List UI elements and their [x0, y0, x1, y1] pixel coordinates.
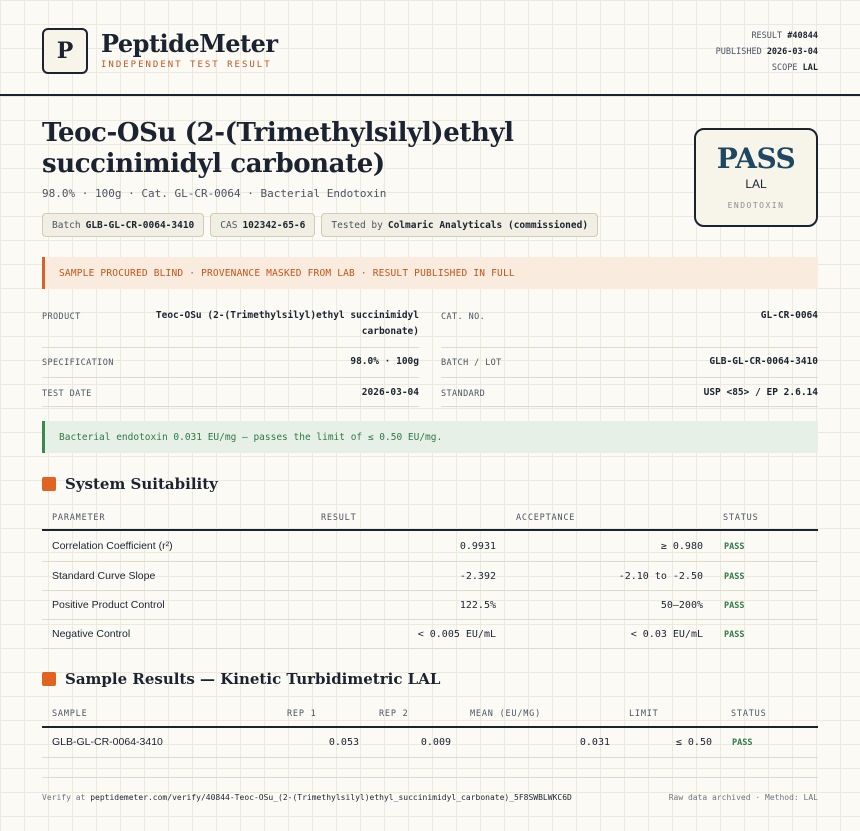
parameter-cell: Positive Product Control [52, 599, 165, 611]
acceptance-cell: ≥ 0.980 [660, 541, 703, 552]
published-date: 2026-03-04 [766, 47, 818, 57]
column-header: RESULT [321, 513, 357, 523]
verify-link[interactable]: peptidemeter.com/verify/40844-Teoc-OSu_(2-(Trimethylsilyl)ethyl_succinimidyl_carbonate)_5F8SWBLWKC6D [90, 793, 572, 802]
test-date-value: 2026-03-04 [361, 387, 419, 398]
scope-label: SCOPE [771, 63, 798, 73]
standard-value: USP <85> / EP 2.6.14 [703, 387, 818, 398]
section-title: Sample Results — Kinetic Turbidimetric LAL [65, 670, 441, 688]
result-cell: < 0.005 EU/mL [417, 629, 496, 640]
column-header: ACCEPTANCE [516, 513, 576, 523]
spec-label: SPECIFICATION [42, 358, 114, 368]
spec-value: 98.0% · 100g [350, 356, 419, 367]
batch-label: BATCH / LOT [441, 358, 502, 368]
result-id: #40844 [787, 31, 818, 41]
conclusion-banner: Bacterial endotoxin 0.031 EU/mg — passes the limit of ≤ 0.50 EU/mg. [42, 421, 818, 453]
row-divider [42, 648, 818, 649]
column-header: PARAMETER [52, 513, 106, 523]
column-header: STATUS [731, 709, 767, 719]
cas-chip [210, 213, 315, 237]
column-header: LIMIT [629, 709, 659, 719]
rep2-cell: 0.009 [420, 737, 451, 748]
section-marker-icon [42, 477, 56, 491]
product-value: Teoc-OSu (2-(Trimethylsilyl)ethyl succinimidyl carbonate) [155, 310, 419, 337]
test-date-label: TEST DATE [42, 389, 92, 399]
column-header: SAMPLE [52, 709, 88, 719]
acceptance-cell: 50–200% [660, 600, 703, 611]
status-badge: PASS [724, 630, 745, 640]
verdict-scope: ENDOTOXIN [727, 201, 785, 210]
column-header: MEAN (EU/MG) [470, 709, 542, 719]
status-badge: PASS [724, 542, 745, 552]
chip-value: Colmaric Analyticals (commissioned) [387, 219, 589, 231]
blind-notice: SAMPLE PROCURED BLIND · PROVENANCE MASKED FROM LAB · RESULT PUBLISHED IN FULL [42, 257, 818, 289]
chip-value: 102342-65-6 [242, 219, 306, 231]
divider [42, 406, 419, 407]
sample-results-heading [42, 670, 440, 688]
acceptance-cell: < 0.03 EU/mL [630, 629, 703, 640]
mean-cell: 0.031 [579, 737, 610, 748]
suitability-heading [42, 475, 218, 493]
logo-mark [42, 28, 88, 74]
table-header-rule [42, 529, 818, 531]
standard-label: STANDARD [441, 389, 486, 399]
result-id-label: RESULT [751, 31, 783, 41]
chip-label: Batch [52, 219, 81, 231]
row-divider [42, 757, 818, 758]
chip-value: GLB-GL-CR-0064-3410 [85, 219, 195, 231]
product-chips [42, 213, 598, 237]
parameter-cell: Standard Curve Slope [52, 570, 156, 582]
brand-name: PeptideMeter [101, 29, 278, 58]
chip-label: CAS [220, 219, 238, 231]
rep1-cell: 0.053 [328, 737, 359, 748]
logo-letter: P [56, 38, 74, 64]
status-badge: PASS [724, 572, 745, 582]
parameter-cell: Negative Control [52, 628, 131, 640]
cat-label: CAT. NO. [441, 312, 486, 322]
published-label: PUBLISHED [715, 47, 762, 57]
scope-row [716, 60, 818, 76]
result-cell: -2.392 [459, 571, 496, 582]
chip-label: Tested by [331, 219, 383, 231]
row-divider [42, 561, 818, 562]
divider [441, 406, 818, 407]
table-header-rule [42, 726, 818, 728]
batch-chip [42, 213, 204, 237]
row-divider [42, 590, 818, 591]
result-id-row [716, 28, 818, 44]
column-header: STATUS [723, 513, 759, 523]
result-cell: 122.5% [459, 600, 496, 611]
verdict-result: PASS [716, 142, 796, 175]
product-title: Teoc-OSu (2-(Trimethylsilyl)ethyl succinimidyl carbonate) [42, 118, 514, 179]
divider [42, 347, 419, 348]
acceptance-cell: -2.10 to -2.50 [618, 571, 703, 582]
limit-cell: ≤ 0.50 [675, 737, 712, 748]
batch-value: GLB-GL-CR-0064-3410 [709, 356, 818, 367]
product-label: PRODUCT [42, 312, 81, 322]
product-subtitle: 98.0% · 100g · Cat. GL-CR-0064 · Bacterial Endotoxin [42, 187, 387, 200]
verify-prefix: Verify at [42, 793, 86, 802]
verdict-method: LAL [745, 177, 767, 191]
sample-cell: GLB-GL-CR-0064-3410 [52, 736, 163, 748]
report-meta [716, 28, 818, 76]
divider [42, 377, 419, 378]
parameter-cell: Correlation Coefficient (r²) [52, 540, 173, 552]
divider [441, 347, 818, 348]
divider [441, 377, 818, 378]
status-badge: PASS [732, 738, 753, 748]
section-title: System Suitability [65, 475, 218, 493]
verdict-badge [694, 128, 818, 227]
footer-divider [42, 777, 818, 778]
column-header: REP 2 [379, 709, 409, 719]
verify-line [42, 793, 572, 802]
section-marker-icon [42, 672, 56, 686]
archive-note: Raw data archived · Method: LAL [668, 793, 818, 802]
published-row [716, 44, 818, 60]
result-cell: 0.9931 [459, 541, 496, 552]
row-divider [42, 619, 818, 620]
brand-tagline: INDEPENDENT TEST RESULT [101, 60, 272, 70]
column-header: REP 1 [287, 709, 317, 719]
scope-value: LAL [802, 63, 818, 73]
cat-value: GL-CR-0064 [760, 310, 818, 321]
tested-by-chip [321, 213, 598, 237]
status-badge: PASS [724, 601, 745, 611]
page-header [0, 0, 860, 96]
